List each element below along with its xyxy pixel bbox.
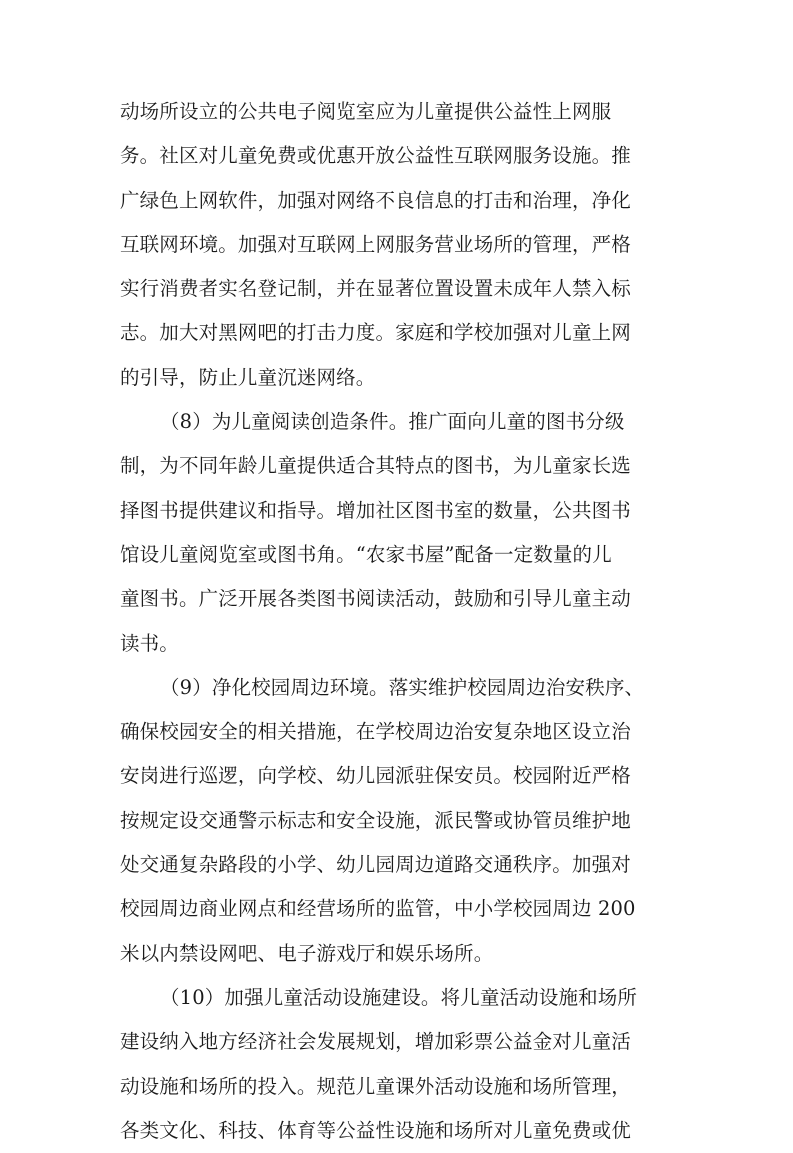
paragraph-9-first-line: （9）净化校园周边环境。落实维护校园周边治安秩序、 — [160, 675, 645, 699]
text-line: 读书。 — [120, 631, 179, 655]
text-line: 的引导，防止儿童沉迷网络。 — [120, 365, 376, 389]
text-line: 动设施和场所的投入。规范儿童课外活动设施和场所管理， — [120, 1074, 631, 1098]
body-text — [120, 90, 680, 1153]
text-line: 各类文化、科技、体育等公益性设施和场所对儿童免费或优 — [120, 1118, 631, 1142]
paragraph-8-first-line: （8）为儿童阅读创造条件。推广面向儿童的图书分级 — [160, 410, 625, 434]
text-line: 互联网环境。加强对互联网上网服务营业场所的管理，严格 — [120, 232, 631, 256]
text-line: 按规定设交通警示标志和安全设施，派民警或协管员维护地 — [120, 808, 631, 832]
paragraph-10-first-line: （10）加强儿童活动设施建设。将儿童活动设施和场所 — [160, 985, 638, 1009]
text-line: 制，为不同年龄儿童提供适合其特点的图书，为儿童家长选 — [120, 454, 631, 478]
text-line: 广绿色上网软件，加强对网络不良信息的打击和治理，净化 — [120, 188, 631, 212]
text-line: 建设纳入地方经济社会发展规划，增加彩票公益金对儿童活 — [120, 1030, 631, 1054]
text-line: 校园周边商业网点和经营场所的监管，中小学校园周边 200 — [120, 897, 636, 921]
text-line: 实行消费者实名登记制，并在显著位置设置未成年人禁入标 — [120, 277, 631, 301]
text-line: 择图书提供建议和指导。增加社区图书室的数量，公共图书 — [120, 498, 631, 522]
text-line: 动场所设立的公共电子阅览室应为儿童提供公益性上网服 — [120, 100, 612, 123]
text-line: 馆设儿童阅览室或图书角。“农家书屋”配备一定数量的儿 — [120, 542, 612, 566]
text-line: 处交通复杂路段的小学、幼儿园周边道路交通秩序。加强对 — [120, 853, 631, 877]
text-line: 安岗进行巡逻，向学校、幼儿园派驻保安员。校园附近严格 — [120, 764, 631, 788]
text-line: 确保校园安全的相关措施，在学校周边治安复杂地区设立治 — [120, 720, 631, 744]
text-line: 童图书。广泛开展各类图书阅读活动，鼓励和引导儿童主动 — [120, 587, 631, 611]
text-line: 务。社区对儿童免费或优惠开放公益性互联网服务设施。推 — [120, 144, 631, 168]
text-line: 志。加大对黑网吧的打击力度。家庭和学校加强对儿童上网 — [120, 321, 631, 345]
text-line: 米以内禁设网吧、电子游戏厅和娱乐场所。 — [120, 941, 494, 965]
